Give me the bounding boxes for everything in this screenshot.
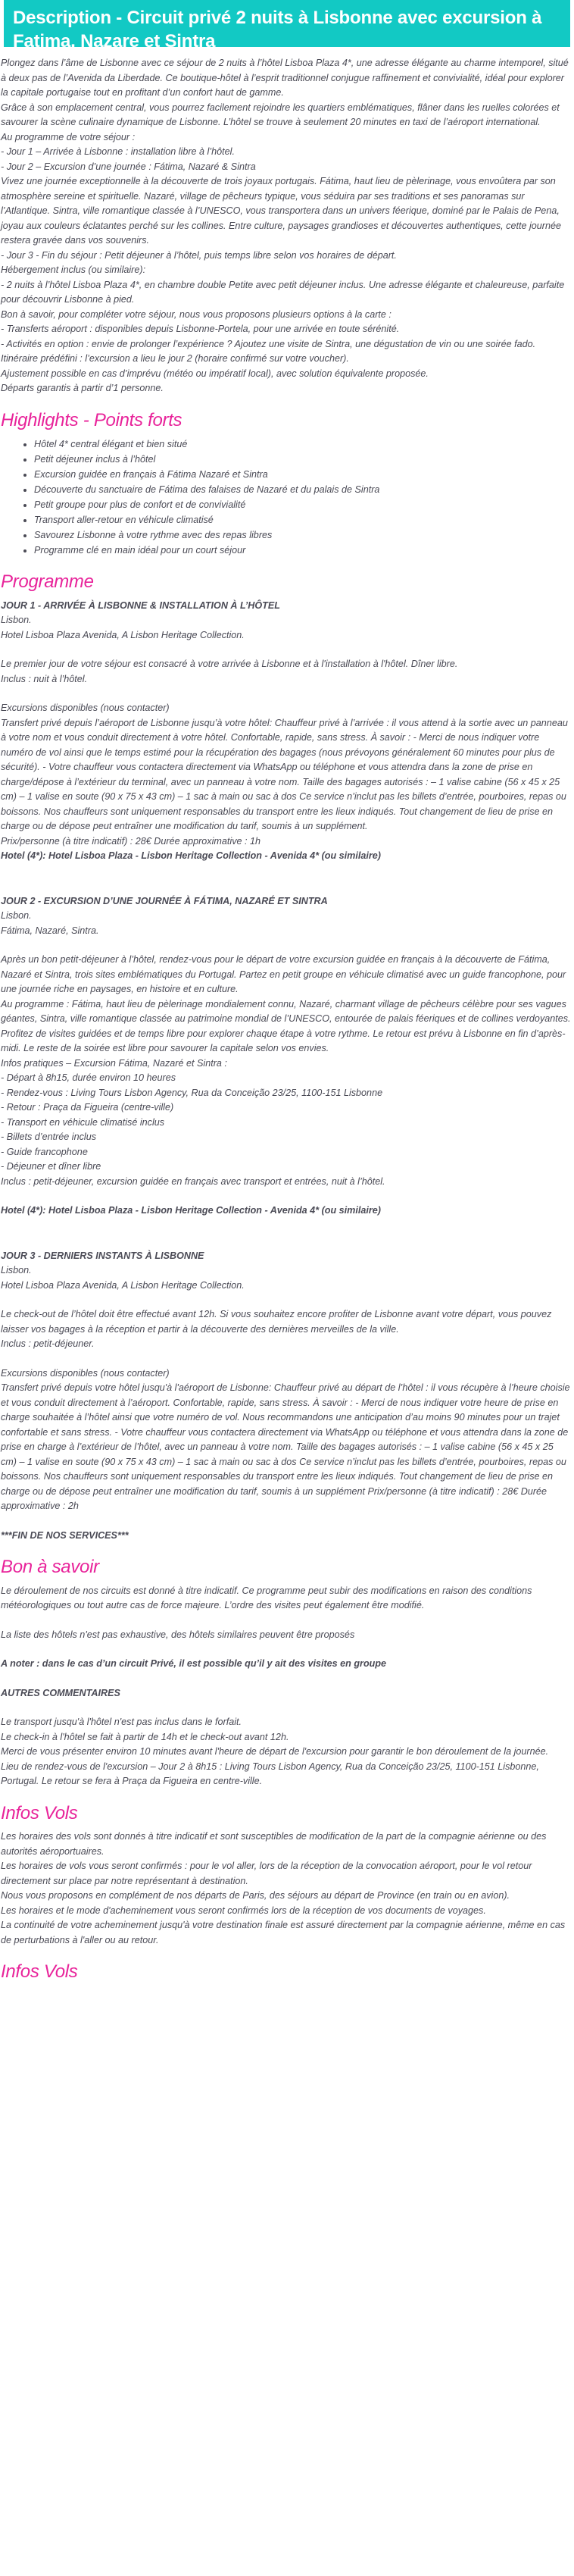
intro-paragraph: Plongez dans l’âme de Lisbonne avec ce séjour de 2 nuits à l’hôtel Lisboa Plaza 4*, une adresse élégante au charme intemporel, situé à deux pas de l’Avenida da Liberdade. Ce boutique-hôtel à l’esprit traditionnel conjugue raffinement et convivialité, idéal pour explorer la capitale portugaise tout en profitant d’un confort haut de gamme.: [1, 58, 569, 98]
page-title: Description - Circuit privé 2 nuits à Lisbonne avec excursion à Fatima, Nazare et Sintra: [13, 8, 542, 52]
highlight-item: • Petit groupe pour plus de confort et de convivialité: [34, 497, 571, 512]
options-title: Excursions disponibles (nous contacter): [1, 1367, 170, 1379]
bon-comment: Merci de vous présenter environ 10 minutes avant l'heure de départ de l'excursion pour garantir le bon déroulement de la journée.: [1, 1746, 549, 1757]
intro-paragraph: - Jour 2 – Excursion d’une journée : Fátima, Nazaré & Sintra: [1, 161, 256, 172]
day-detail: Inclus : petit-déjeuner, excursion guidée en français avec transport et entrées, nuit à l’hôtel.: [1, 1175, 385, 1187]
day-detail: - Retour : Praça da Figueira (centre-ville): [1, 1102, 174, 1113]
day-description: Le check-out de l’hôtel doit être effectué avant 12h. Si vous souhaitez encore profiter de Lisbonne avant votre départ, vous pouvez laisser vos bagages à la réception et partir à la découverte des dernières merveilles de la ville.: [1, 1309, 552, 1335]
content: [0, 47, 574, 1980]
bon-a-savoir-heading: Bon à savoir: [1, 1557, 99, 1577]
day-2: [1, 894, 571, 1219]
infos-vols-heading-2: Infos Vols: [1, 1961, 78, 1982]
highlight-item: • Transport aller-retour en véhicule climatisé: [34, 512, 571, 527]
bon-paragraph: Le déroulement de nos circuits est donné à titre indicatif. Ce programme peut subir des modifications en raison des conditions météorologiques ou tout autre cas de force majeure. L’ordre des visites peut également être modifié.: [1, 1585, 532, 1610]
day-title: JOUR 1 - ARRIVÉE À LISBONNE & INSTALLATION À L’HÔTEL: [1, 599, 280, 611]
hotel-line: Hotel (4*): Hotel Lisboa Plaza - Lisbon Heritage Collection - Avenida 4* (ou similaire): [1, 1205, 381, 1216]
day-detail: - Rendez-vous : Living Tours Lisbon Agency, Rua da Conceição 23/25, 1100-151 Lisbonne: [1, 1087, 383, 1098]
intro-paragraph: Vivez une journée exceptionnelle à la découverte de trois joyaux portugais. Fátima, haut lieu de pèlerinage, vous envoûtera par son atmosphère sereine et spirituelle. Nazaré, village de pêcheurs typique, vous séduira par ses traditions et ses panoramas sur l’Atlantique. Sintra, ville romantique classée à l’UNESCO, vous transportera dans un univers féerique, dominé par le Palais de Pena, joyau aux couleurs éclatantes perché sur les collines. Entre culture, paysages grandioses et découvertes authentiques, cette journée restera gravée dans vos souvenirs.: [1, 176, 561, 246]
intro-paragraph: Départs garantis à partir d’1 personne.: [1, 383, 164, 393]
infos-vols-heading: Infos Vols: [1, 1802, 78, 1823]
bon-comment: Lieu de rendez-vous de l'excursion – Jour 2 à 8h15 : Living Tours Lisbon Agency, Rua da Conceição 23/25, 1100-151 Lisbonne, Portugal. Le retour se fera à Praça da Figueira en centre-ville.: [1, 1761, 539, 1786]
highlight-item: • Savourez Lisbonne à votre rythme avec des repas libres: [34, 527, 571, 543]
day-inclus: Inclus : petit-déjeuner.: [1, 1338, 95, 1349]
bon-note: A noter : dans le cas d’un circuit Privé, il est possible qu’il y ait des visites en groupe: [1, 1658, 387, 1669]
day-detail: - Déjeuner et dîner libre: [1, 1161, 101, 1172]
options-price: Prix/personne (à titre indicatif) : 28€ Durée approximative : 1h: [1, 835, 260, 847]
intro-paragraph: - Jour 1 – Arrivée à Lisbonne : installation libre à l’hôtel.: [1, 146, 235, 157]
intro-section: [1, 56, 571, 396]
vols-paragraph: Les horaires de vols vous seront confirmés : pour le vol aller, lors de la réception de la convocation aéroport, pour le vol retour directement sur place par notre représentant à destination.: [1, 1861, 532, 1886]
highlight-item: • Hôtel 4* central élégant et bien situé: [34, 437, 571, 452]
day-detail: Infos pratiques – Excursion Fátima, Nazaré et Sintra :: [1, 1057, 227, 1069]
vols-paragraph: Les horaires des vols sont donnés à titre indicatif et sont susceptibles de modification de la part de la compagnie aérienne ou des autorités aéroportuaires.: [1, 1831, 547, 1857]
programme-heading: Programme: [1, 571, 94, 592]
day-detail: Au programme : Fátima, haut lieu de pèlerinage mondialement connu, Nazaré, charmant village de pêcheurs célèbre pour ses vagues géantes, Sintra, ville romantique classée au patrimoine mondial de l’UNESCO, entourée de palais féeriques et de collines verdoyantes.: [1, 998, 571, 1024]
vols-paragraph: Nous vous proposons en complément de nos départs de Paris, des séjours au départ de Province (en train ou en avion).: [1, 1890, 510, 1901]
day-1: [1, 599, 571, 864]
day-description: Après un bon petit-déjeuner à l’hôtel, rendez-vous pour le départ de votre excursion guidée en français à la découverte de Fátima, Nazaré et Sintra, trois sites emblématiques du Portugal. Partez en petit groupe en véhicule climatisé avec un guide francophone, pour une journée riche en paysages, en histoire et en culture.: [1, 954, 566, 994]
bon-comment: Le transport jusqu'à l'hôtel n'est pas inclus dans le forfait.: [1, 1717, 242, 1727]
intro-paragraph: - Jour 3 - Fin du séjour : Petit déjeuner à l’hôtel, puis temps libre selon vos horaires de départ.: [1, 249, 397, 261]
options-text: Transfert privé depuis votre hôtel jusqu'à l'aéroport de Lisbonne: Chauffeur privé au départ de l’hôtel : il vous récupère à l’heure choisie et vous conduit directement à l’aéroport. Confortable, rapide, sans stress. À savoir : - Merci de nous indiquer votre heure de prise en charge souhaitée à l’hôtel ainsi que votre numéro de vol. Nous recommandons une anticipation d’au moins 90 minutes pour un trajet confortable et sans stress. - Votre chauffeur vous contactera directement via WhatsApp ou téléphone et vous attendra dans la zone de prise en charge à l’extérieur de l’hôtel, avec un panneau à votre nom. Taille des bagages autorisés : – 1 valise cabine (56 x 45 x 25 cm) – 1 valise en soute (90 x 75 x 43 cm) – 1 sac à main ou sac à dos Ce service n’inclut pas les billets d’entrée, pourboires, repas ou boissons. Nos chauffeurs sont uniquement responsables du transport entre les lieux indiqués. Tout changement de lieu de prise en charge ou de dépose peut entraîner une modification du tarif, soumis à un supplément Prix/personne (à titre indicatif) : 28€ Durée approximative : 2h: [1, 1382, 570, 1511]
day-detail: Profitez de visites guidées et de temps libre pour explorer chaque étape à votre rythme. Le retour est prévu à Lisbonne en fin d’après-midi. Le reste de la soirée est libre pour savourer la capitale selon vos envies.: [1, 1028, 566, 1053]
intro-paragraph: Hébergement inclus (ou similaire):: [1, 264, 146, 275]
day-description: Le premier jour de votre séjour est consacré à votre arrivée à Lisbonne et à l'installation à l'hôtel. Dîner libre.: [1, 659, 458, 669]
day-title: JOUR 3 - DERNIERS INSTANTS À LISBONNE: [1, 1250, 204, 1261]
day-inclus: Inclus : nuit à l’hôtel.: [1, 673, 88, 684]
options-title: Excursions disponibles (nous contacter): [1, 703, 170, 713]
highlights-list: [1, 437, 571, 558]
intro-paragraph: Ajustement possible en cas d’imprévu (météo ou impératif local), avec solution équivalente proposée.: [1, 368, 429, 379]
day-location: Lisbon.: [1, 1265, 32, 1275]
day-location: Lisbon.: [1, 910, 32, 921]
options-text: Transfert privé depuis l’aéroport de Lisbonne jusqu’à votre hôtel: Chauffeur privé à l’arrivée : il vous attend à la sortie avec un panneau à votre nom et vous conduit directement à votre hôtel. Confortable, rapide, sans stress. À savoir : - Merci de nous indiquer votre numéro de vol ainsi que le temps estimé pour la récupération des bagages (nous prévoyons généralement 60 minutes pour plus de sécurité). - Votre chauffeur vous contactera directement via WhatsApp ou téléphone et vous attendra dans la zone de prise en charge/dépose à l’extérieur du terminal, avec un panneau à votre nom. Taille des bagages autorisés : – 1 valise cabine (56 x 45 x 25 cm) – 1 valise en soute (90 x 75 x 43 cm) – 1 sac à main ou sac à dos Ce service n’inclut pas les billets d’entrée, pourboires, repas ou boissons. Nos chauffeurs sont uniquement responsables du transport entre les lieux indiqués. Tout changement de lieu de prise en charge ou de dépose peut entraîner une modification du tarif, soumis à un supplément.: [1, 717, 568, 831]
vols-paragraph: La continuité de votre acheminement jusqu'à votre destination finale est assuré directement par la compagnie aérienne, même en cas de perturbations à l'aller ou au retour.: [1, 1920, 566, 1945]
day-hotel-name: Hotel Lisboa Plaza Avenida, A Lisbon Heritage Collection.: [1, 629, 245, 640]
end-of-services: ***FIN DE NOS SERVICES***: [1, 1529, 129, 1541]
bon-comment: Le check-in à l'hôtel se fait à partir de 14h et le check-out avant 12h.: [1, 1731, 289, 1742]
day-location: Lisbon.: [1, 615, 32, 625]
vols-paragraph: Les horaires et le mode d'acheminement vous seront confirmés lors de la réception de vos documents de voyages.: [1, 1905, 486, 1916]
day-detail: - Guide francophone: [1, 1146, 88, 1157]
hotel-line: Hotel (4*): Hotel Lisboa Plaza - Lisbon Heritage Collection - Avenida 4* (ou similaire): [1, 850, 381, 861]
bon-comments-title: AUTRES COMMENTAIRES: [1, 1687, 120, 1698]
highlight-item: • Petit déjeuner inclus à l’hôtel: [34, 452, 571, 467]
intro-paragraph: - 2 nuits à l’hôtel Lisboa Plaza 4*, en chambre double Petite avec petit déjeuner inclus. Une adresse élégante et chaleureuse, parfaite pour découvrir Lisbonne à pied.: [1, 279, 565, 305]
intro-paragraph: - Activités en option : envie de prolonger l’expérience ? Ajoutez une visite de Sintra, une dégustation de vin ou une soirée fado.: [1, 338, 536, 349]
intro-paragraph: Itinéraire prédéfini : l’excursion a lieu le jour 2 (horaire confirmé sur votre voucher).: [1, 353, 349, 364]
highlight-item: • Excursion guidée en français à Fátima Nazaré et Sintra: [34, 467, 571, 482]
bon-a-savoir-section: [1, 1584, 571, 1789]
day-detail: - Billets d’entrée inclus: [1, 1131, 96, 1142]
bon-paragraph: La liste des hôtels n'est pas exhaustive, des hôtels similaires peuvent être proposés: [1, 1629, 355, 1640]
intro-paragraph: Bon à savoir, pour compléter votre séjour, nous vous proposons plusieurs options à la carte :: [1, 308, 392, 320]
highlights-heading: Highlights - Points forts: [1, 409, 182, 430]
description-banner: [4, 0, 570, 52]
day-title: JOUR 2 - EXCURSION D’UNE JOURNÉE À FÁTIMA, NAZARÉ ET SINTRA: [1, 895, 328, 906]
day-detail: - Transport en véhicule climatisé inclus: [1, 1116, 165, 1128]
day-3: [1, 1249, 571, 1544]
intro-paragraph: Grâce à son emplacement central, vous pourrez facilement rejoindre les quartiers emblématiques, flâner dans les ruelles colorées et savourer la scène culinaire dynamique de Lisbonne. L’hôtel se trouve à seulement 20 minutes en taxi de l’aéroport international.: [1, 102, 560, 127]
intro-paragraph: Au programme de votre séjour :: [1, 131, 136, 142]
day-places: Fátima, Nazaré, Sintra.: [1, 925, 99, 936]
highlight-item: • Programme clé en main idéal pour un court séjour: [34, 543, 571, 558]
day-hotel-name: Hotel Lisboa Plaza Avenida, A Lisbon Heritage Collection.: [1, 1279, 245, 1291]
infos-vols-section: [1, 1829, 571, 1948]
highlight-item: • Découverte du sanctuaire de Fátima des falaises de Nazaré et du palais de Sintra: [34, 482, 571, 497]
day-detail: - Départ à 8h15, durée environ 10 heures: [1, 1072, 176, 1083]
intro-paragraph: - Transferts aéroport : disponibles depuis Lisbonne-Portela, pour une arrivée en toute sérénité.: [1, 324, 400, 334]
